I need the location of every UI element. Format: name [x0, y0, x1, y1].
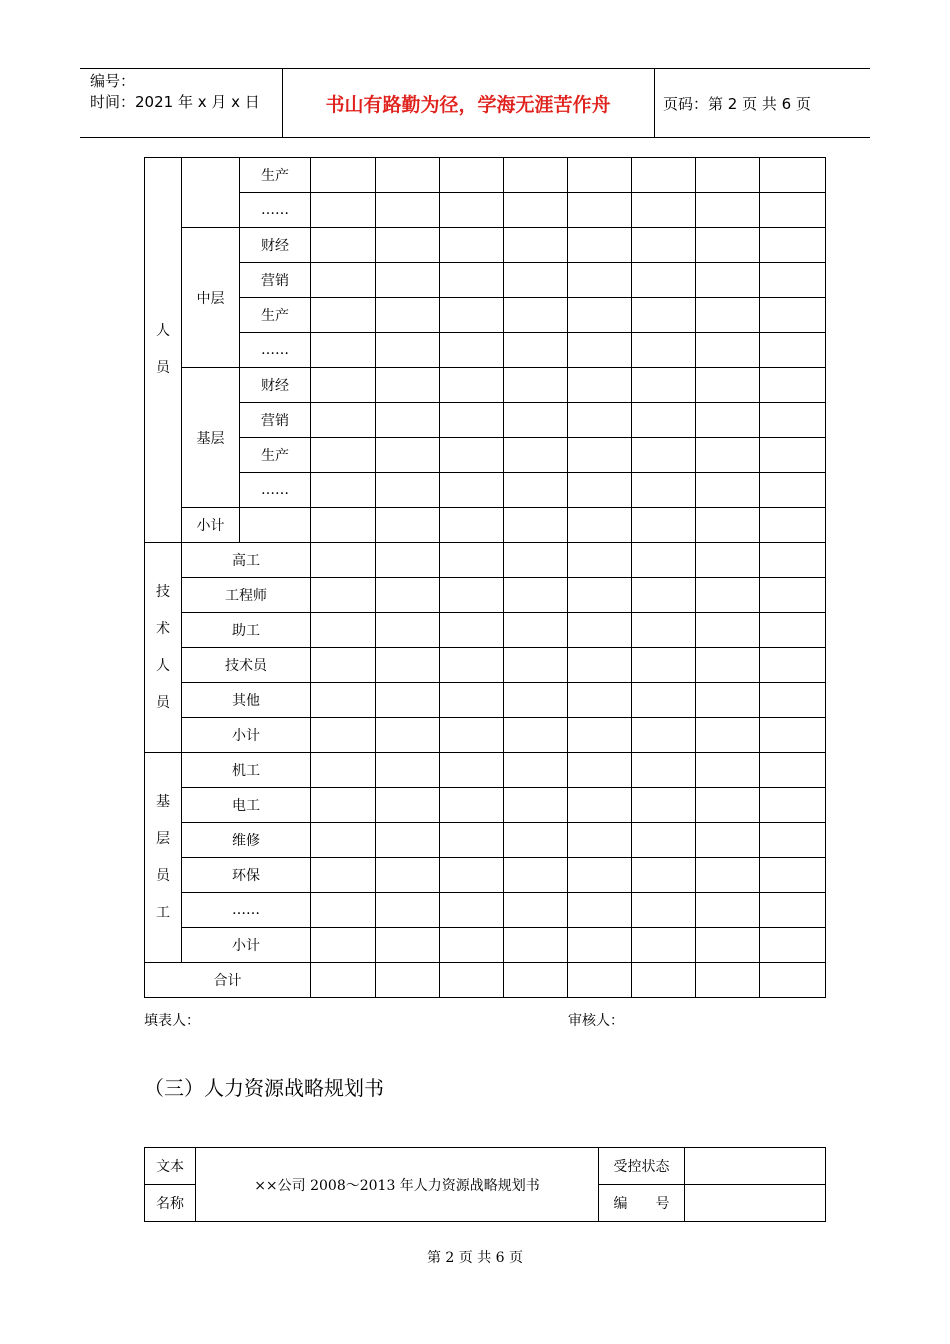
reviewer-signature: 审核人：: [568, 1013, 624, 1029]
table-row: [145, 928, 826, 963]
basic-row-label: 机工: [182, 753, 311, 788]
tech-row-label: 工程师: [182, 578, 311, 613]
level-cell-top: [182, 158, 240, 228]
page-header: [80, 68, 870, 138]
subtotal-cell: 小计: [182, 508, 240, 543]
doc-title: ××公司 2008～2013 年人力资源战略规划书: [196, 1148, 599, 1222]
level-cell-base: 基层: [182, 368, 240, 508]
basic-row-label: 电工: [182, 788, 311, 823]
table-row: [145, 578, 826, 613]
table-row: [145, 823, 826, 858]
table-row: [145, 753, 826, 788]
header-divider: [654, 69, 655, 137]
section-label-technical: 技 术 人 员: [145, 543, 182, 753]
doc-label-bottom: 名称: [145, 1185, 196, 1222]
category-cell: ……: [240, 193, 311, 228]
basic-row-label: 维修: [182, 823, 311, 858]
header-page-number: 页码：第 2 页 共 6 页: [663, 94, 811, 113]
control-status-label: 受控状态: [599, 1148, 685, 1185]
table-row: [145, 228, 826, 263]
table-row: [145, 718, 826, 753]
table-row: [145, 683, 826, 718]
table-row: [145, 508, 826, 543]
staff-table: [144, 157, 826, 998]
table-row: [145, 1148, 826, 1185]
table-row: [145, 368, 826, 403]
table-row: [145, 613, 826, 648]
table-row: [145, 788, 826, 823]
header-date: 时间：2021 年 x 月 x 日: [90, 93, 260, 111]
category-cell: 生产: [240, 438, 311, 473]
category-cell: 生产: [240, 158, 311, 193]
control-status-value: [685, 1148, 826, 1185]
header-number: 编号：: [90, 72, 136, 90]
table-row: [145, 893, 826, 928]
table-row: [145, 403, 826, 438]
table-row: [145, 438, 826, 473]
table-row: [145, 858, 826, 893]
section-label-management: 人 员: [145, 158, 182, 543]
category-cell: ……: [240, 473, 311, 508]
section-label-basic: 基 层 员 工: [145, 753, 182, 963]
category-cell: ……: [240, 333, 311, 368]
header-motto: 书山有路勤为径，学海无涯苦作舟: [325, 93, 611, 116]
table-row: [145, 193, 826, 228]
table-row: [145, 473, 826, 508]
document-info-table: [144, 1147, 826, 1222]
basic-row-label: 环保: [182, 858, 311, 893]
category-cell: 生产: [240, 298, 311, 333]
tech-row-label: 小计: [182, 718, 311, 753]
category-cell: 营销: [240, 263, 311, 298]
table-row: [145, 963, 826, 998]
doc-label-top: 文本: [145, 1148, 196, 1185]
tech-row-label: 高工: [182, 543, 311, 578]
level-cell-middle: 中层: [182, 228, 240, 368]
table-row: [145, 263, 826, 298]
table-row: [145, 298, 826, 333]
category-cell: 营销: [240, 403, 311, 438]
number-value: [685, 1185, 826, 1222]
basic-row-label: ……: [182, 893, 311, 928]
table-row: [145, 333, 826, 368]
total-cell: 合计: [145, 963, 311, 998]
table-row: [145, 648, 826, 683]
section-title: （三）人力资源战略规划书: [144, 1076, 384, 1100]
tech-row-label: 其他: [182, 683, 311, 718]
table-row: [145, 543, 826, 578]
number-label: 编 号: [599, 1185, 685, 1222]
filler-signature: 填表人：: [144, 1013, 200, 1029]
basic-row-label: 小计: [182, 928, 311, 963]
category-cell: 财经: [240, 228, 311, 263]
category-cell: 财经: [240, 368, 311, 403]
tech-row-label: 技术员: [182, 648, 311, 683]
page-footer: 第 2 页 共 6 页: [426, 1250, 524, 1266]
tech-row-label: 助工: [182, 613, 311, 648]
table-row: [145, 158, 826, 193]
header-meta: [90, 71, 260, 113]
